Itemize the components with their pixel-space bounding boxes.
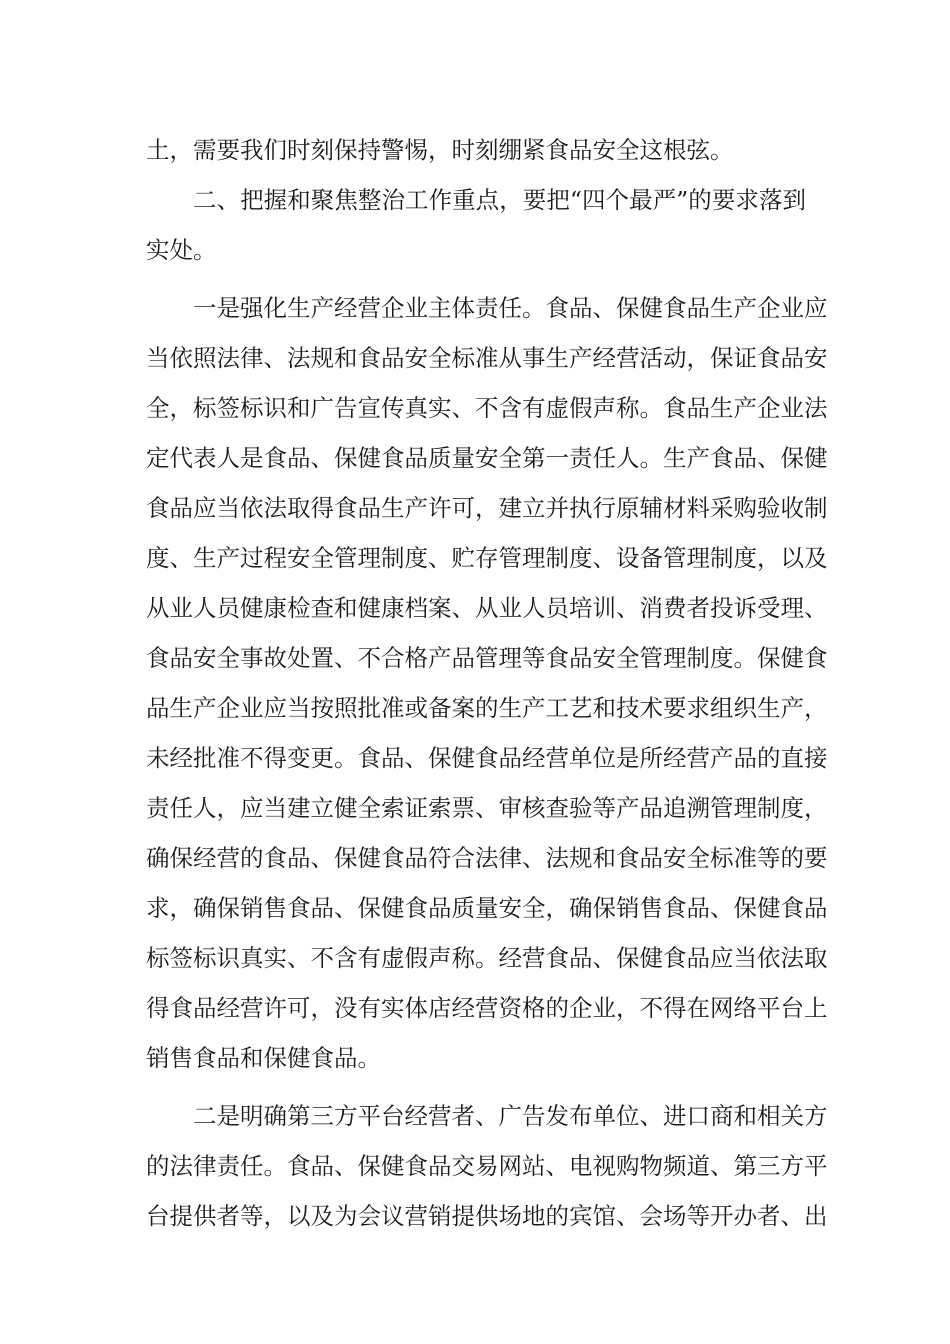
text-line: 确保经营的食品、保健食品符合法律、法规和食品安全标准等的要 [146, 844, 828, 872]
text-line: 全，标签标识和广告宣传真实、不含有虚假声称。食品生产企业法 [146, 394, 828, 422]
text-line: 责任人，应当建立健全索证索票、审核查验等产品追溯管理制度， [146, 794, 828, 822]
text-line: 的法律责任。食品、保健食品交易网站、电视购物频道、第三方平 [146, 1152, 828, 1180]
text-line: 台提供者等，以及为会议营销提供场地的宾馆、会场等开办者、出 [146, 1202, 828, 1230]
paragraph-last-line: 销售食品和保健食品。 [146, 1044, 381, 1072]
paragraph-first-line: 二是明确第三方平台经营者、广告发布单位、进口商和相关方 [193, 1102, 828, 1130]
paragraph-first-line: 一是强化生产经营企业主体责任。食品、保健食品生产企业应 [193, 294, 828, 322]
section-heading: 二、把握和聚焦整治工作重点，要把“四个最严”的要求落到 [193, 186, 806, 214]
text-line: 得食品经营许可，没有实体店经营资格的企业，不得在网络平台上 [146, 994, 828, 1022]
text-line: 品生产企业应当按照批准或备案的生产工艺和技术要求组织生产， [146, 694, 828, 722]
section-heading-continued: 实处。 [146, 236, 217, 264]
text-line: 土，需要我们时刻保持警惕，时刻绷紧食品安全这根弦。 [146, 136, 734, 164]
text-line: 食品安全事故处置、不合格产品管理等食品安全管理制度。保健食 [146, 644, 828, 672]
text-line: 从业人员健康检查和健康档案、从业人员培训、消费者投诉受理、 [146, 594, 828, 622]
text-line: 当依照法律、法规和食品安全标准从事生产经营活动，保证食品安 [146, 344, 828, 372]
text-line: 求，确保销售食品、保健食品质量安全，确保销售食品、保健食品 [146, 894, 828, 922]
text-line: 食品应当依法取得食品生产许可，建立并执行原辅材料采购验收制 [146, 494, 828, 522]
text-line: 度、生产过程安全管理制度、贮存管理制度、设备管理制度，以及 [146, 544, 828, 572]
text-line: 未经批准不得变更。食品、保健食品经营单位是所经营产品的直接 [146, 744, 828, 772]
text-line: 标签标识真实、不含有虚假声称。经营食品、保健食品应当依法取 [146, 944, 828, 972]
text-line: 定代表人是食品、保健食品质量安全第一责任人。生产食品、保健 [146, 444, 828, 472]
